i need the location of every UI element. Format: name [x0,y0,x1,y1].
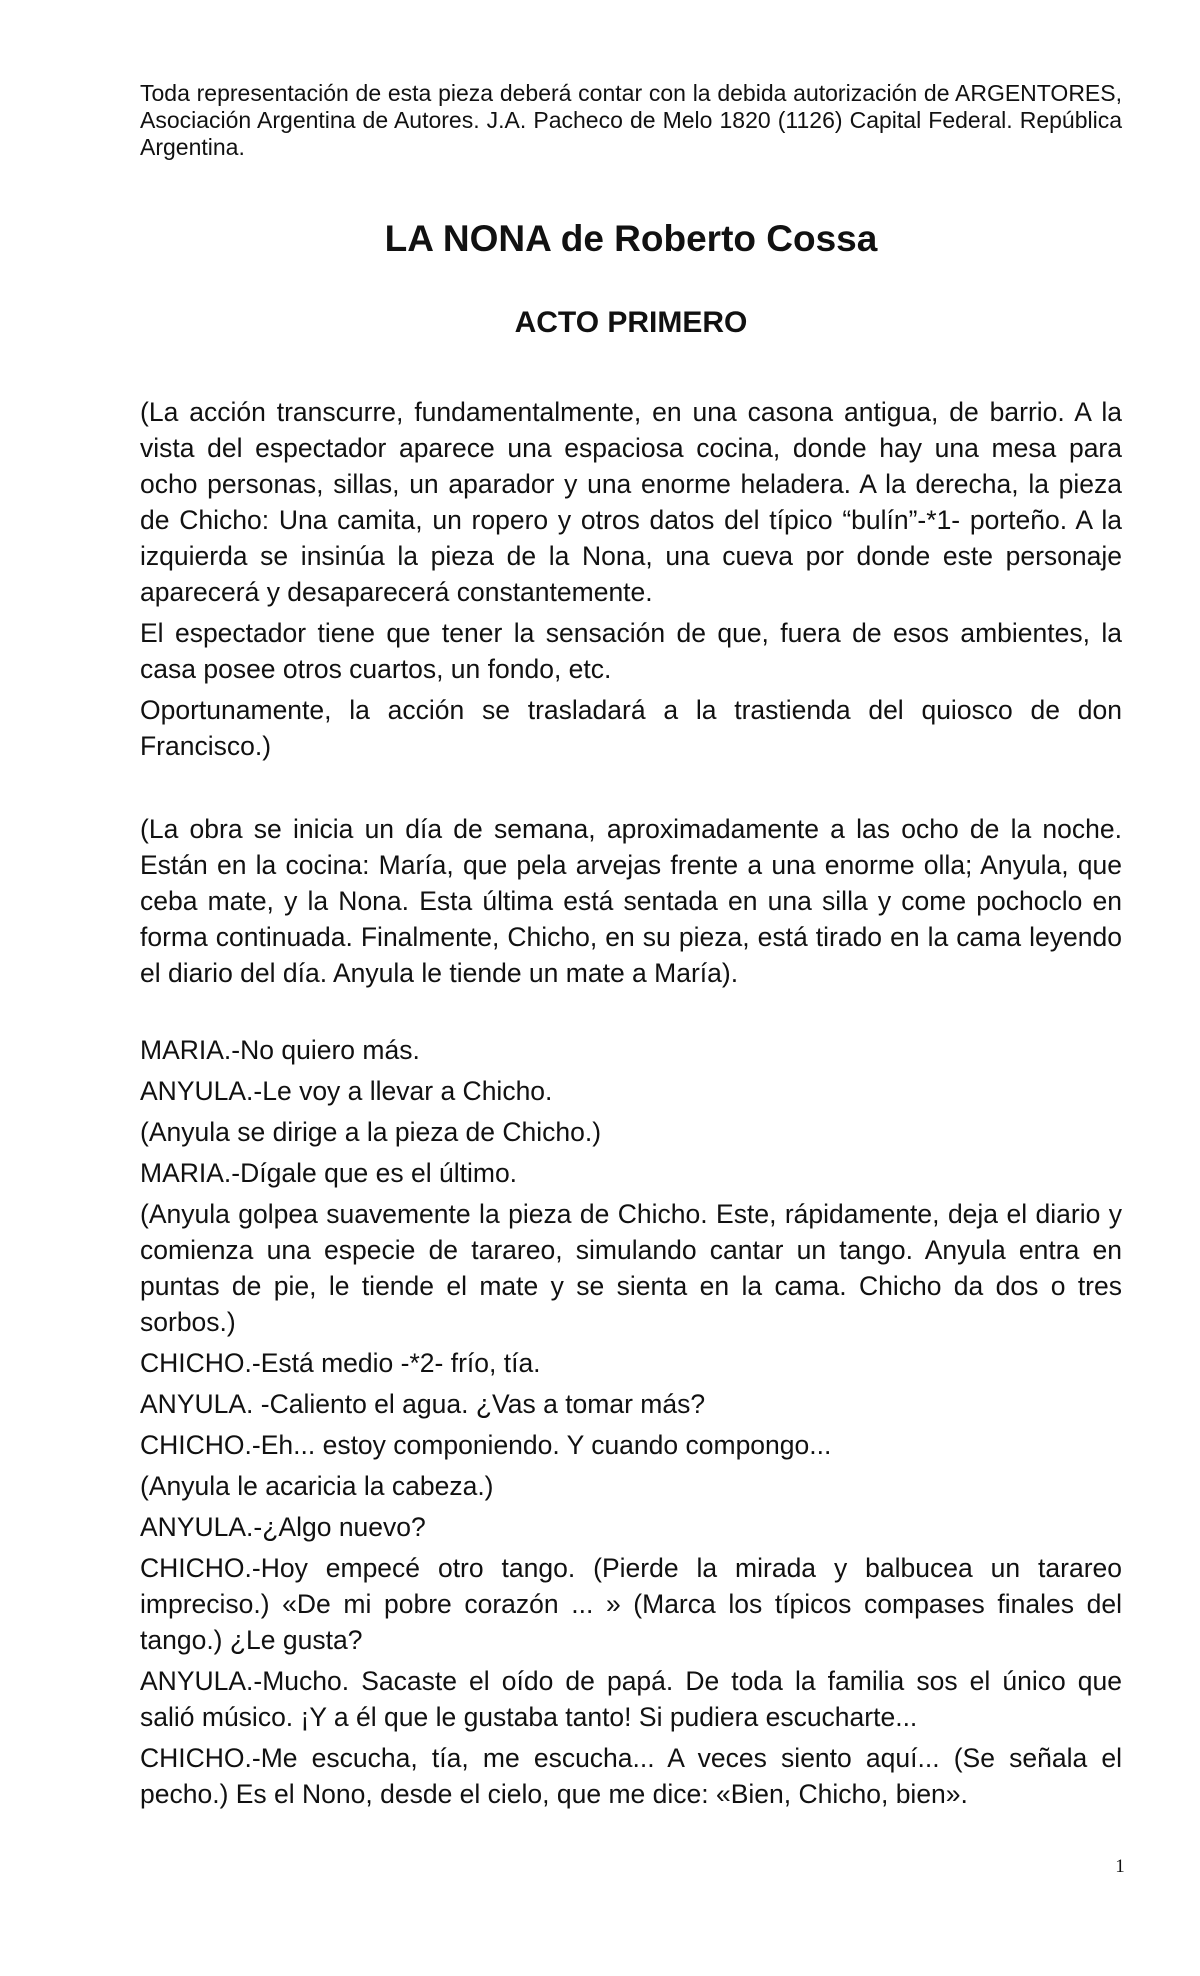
stage-direction-line: (Anyula se dirige a la pieza de Chicho.) [140,1117,602,1147]
dialogue-line: ANYULA.-Mucho. Sacaste el oído de papá. De toda la familia sos el único que salió músico. ¡Y a él que le gustaba tanto! Si pudiera escucharte... [140,1666,1122,1732]
dialogue-line: MARIA.-Dígale que es el último. [140,1158,518,1188]
page-number: 1 [1115,1856,1125,1877]
copyright-notice: Toda representación de esta pieza deberá contar con la debida autorización de ARGENTORES, Asociación Argentina de Autores. J.A. Pacheco de Melo 1820 (1126) Capital Federal. República Argentina. [140,80,1122,160]
dialogue-line: MARIA.-No quiero más. [140,1035,420,1065]
act-heading: ACTO PRIMERO [514,306,748,339]
dialogue-section [140,1032,1122,1812]
stage-direction-line: (Anyula le acaricia la cabeza.) [140,1471,494,1501]
setting-directions [140,394,1122,764]
page-content [140,80,1122,1817]
dialogue-line: ANYULA.-¿Algo nuevo? [140,1512,426,1542]
stage-direction: (La acción transcurre, fundamentalmente, en una casona antigua, de barrio. A la vista del espectador aparece una espaciosa cocina, donde hay una mesa para ocho personas, sillas, un aparador y una enorme heladera. A la derecha, la pieza de Chicho: Una camita, un ropero y otros datos del típico “bulín”-*1- porteño. A la izquierda se insinúa la pieza de la Nona, una cueva por donde este personaje aparecerá y desaparecerá constantemente. [140,397,1122,607]
dialogue-line: CHICHO.-Me escucha, tía, me escucha... A veces siento aquí... (Se señala el pecho.) Es el Nono, desde el cielo, que me dice: «Bien, Chicho, bien». [140,1743,1122,1809]
opening-direction: (La obra se inicia un día de semana, aproximadamente a las ocho de la noche. Están en la cocina: María, que pela arvejas frente a una enorme olla; Anyula, que ceba mate, y la Nona. Esta última está sentada en una silla y come pochoclo en forma continuada. Finalmente, Chicho, en su pieza, está tirado en la cama leyendo el diario del día. Anyula le tiende un mate a María). [140,814,1122,988]
dialogue-line: ANYULA. -Caliento el agua. ¿Vas a tomar más? [140,1389,706,1419]
stage-direction: Oportunamente, la acción se trasladará a la trastienda del quiosco de don Francisco.) [140,695,1122,761]
dialogue-line: CHICHO.-Hoy empecé otro tango. (Pierde la mirada y balbucea un tarareo impreciso.) «De mi pobre corazón ... » (Marca los típicos compases finales del tango.) ¿Le gusta? [140,1553,1122,1655]
stage-direction: El espectador tiene que tener la sensación de que, fuera de esos ambientes, la casa posee otros cuartos, un fondo, etc. [140,618,1122,684]
stage-direction-line: (Anyula golpea suavemente la pieza de Chicho. Este, rápidamente, deja el diario y comienza una especie de tarareo, simulando cantar un tango. Anyula entra en puntas de pie, le tiende el mate y se sienta en la cama. Chicho da dos o tres sorbos.) [140,1199,1122,1337]
play-title: LA NONA de Roberto Cossa [384,218,878,259]
dialogue-line: CHICHO.-Eh... estoy componiendo. Y cuando compongo... [140,1430,832,1460]
dialogue-line: CHICHO.-Está medio -*2- frío, tía. [140,1348,541,1378]
dialogue-line: ANYULA.-Le voy a llevar a Chicho. [140,1076,553,1106]
